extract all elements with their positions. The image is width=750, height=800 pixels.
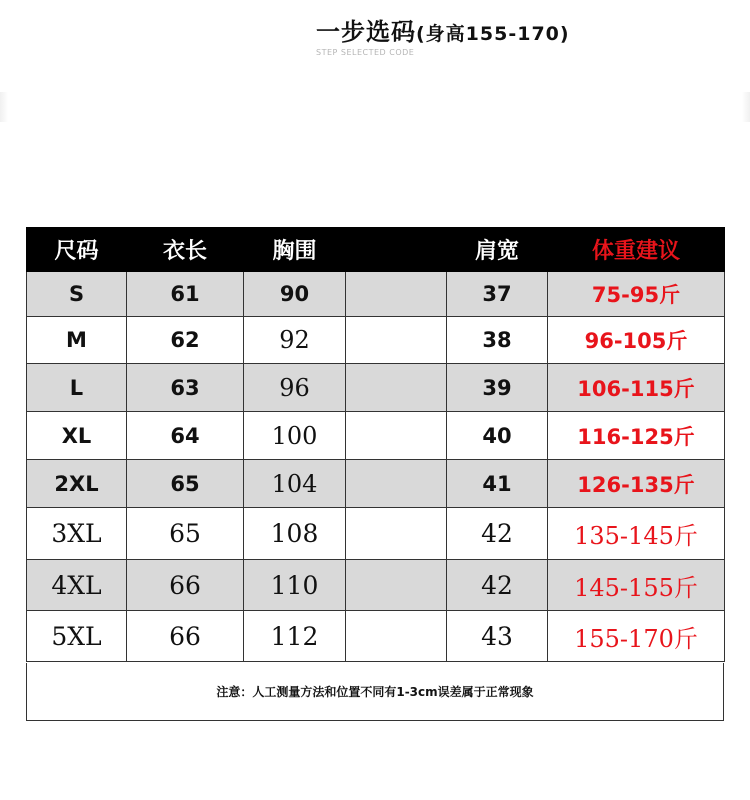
cell-shoulder: 39: [447, 364, 548, 412]
cell-weight: 155-170斤: [548, 611, 725, 662]
cell-blank: [346, 364, 447, 412]
cell-weight: 116-125斤: [548, 412, 725, 460]
cell-shoulder: 43: [447, 611, 548, 662]
table-header-row: [27, 228, 725, 272]
cell-size: 4XL: [27, 560, 127, 611]
cell-size: XL: [27, 412, 127, 460]
cell-weight: 106-115斤: [548, 364, 725, 412]
cell-length: 66: [127, 611, 244, 662]
cell-size: 2XL: [27, 460, 127, 508]
cell-chest: 96: [244, 364, 346, 412]
header-chest: 胸围: [244, 228, 346, 272]
title-block: [316, 16, 570, 57]
header-shoulder: 肩宽: [447, 228, 548, 272]
edge-shade-left: [0, 92, 8, 122]
cell-blank: [346, 460, 447, 508]
cell-weight: 75-95斤: [548, 272, 725, 317]
cell-length: 64: [127, 412, 244, 460]
table-row: [27, 364, 725, 412]
cell-shoulder: 40: [447, 412, 548, 460]
cell-weight: 126-135斤: [548, 460, 725, 508]
table-row: [27, 317, 725, 364]
cell-length: 62: [127, 317, 244, 364]
cell-chest: 92: [244, 317, 346, 364]
cell-chest: 90: [244, 272, 346, 317]
table-row: [27, 412, 725, 460]
cell-chest: 112: [244, 611, 346, 662]
cell-chest: 104: [244, 460, 346, 508]
cell-shoulder: 37: [447, 272, 548, 317]
cell-blank: [346, 508, 447, 560]
cell-chest: 100: [244, 412, 346, 460]
cell-shoulder: 41: [447, 460, 548, 508]
header-weight: 体重建议: [548, 228, 725, 272]
title-text: 一步选码: [316, 18, 416, 46]
cell-size: S: [27, 272, 127, 317]
cell-length: 63: [127, 364, 244, 412]
cell-size: 3XL: [27, 508, 127, 560]
cell-size: 5XL: [27, 611, 127, 662]
cell-shoulder: 38: [447, 317, 548, 364]
cell-shoulder: 42: [447, 508, 548, 560]
cell-chest: 108: [244, 508, 346, 560]
cell-blank: [346, 272, 447, 317]
cell-weight: 135-145斤: [548, 508, 725, 560]
cell-length: 66: [127, 560, 244, 611]
cell-length: 61: [127, 272, 244, 317]
size-chart-table: [26, 227, 725, 662]
header-blank: [346, 228, 447, 272]
cell-size: M: [27, 317, 127, 364]
table-row: [27, 560, 725, 611]
cell-blank: [346, 412, 447, 460]
title-height-range: (身高155-170): [416, 23, 570, 45]
page-title: [316, 16, 570, 50]
cell-weight: 96-105斤: [548, 317, 725, 364]
cell-blank: [346, 560, 447, 611]
header-size: 尺码: [27, 228, 127, 272]
cell-chest: 110: [244, 560, 346, 611]
table-row: [27, 611, 725, 662]
edge-shade-right: [742, 92, 750, 122]
cell-length: 65: [127, 508, 244, 560]
cell-blank: [346, 317, 447, 364]
cell-blank: [346, 611, 447, 662]
measurement-note: 注意：人工测量方法和位置不同有1-3cm误差属于正常现象: [26, 663, 724, 721]
cell-shoulder: 42: [447, 560, 548, 611]
table-row: [27, 508, 725, 560]
table-row: [27, 460, 725, 508]
cell-length: 65: [127, 460, 244, 508]
cell-size: L: [27, 364, 127, 412]
table-row: [27, 272, 725, 317]
cell-weight: 145-155斤: [548, 560, 725, 611]
header-length: 衣长: [127, 228, 244, 272]
title-english: STEP SELECTED CODE: [316, 48, 415, 57]
